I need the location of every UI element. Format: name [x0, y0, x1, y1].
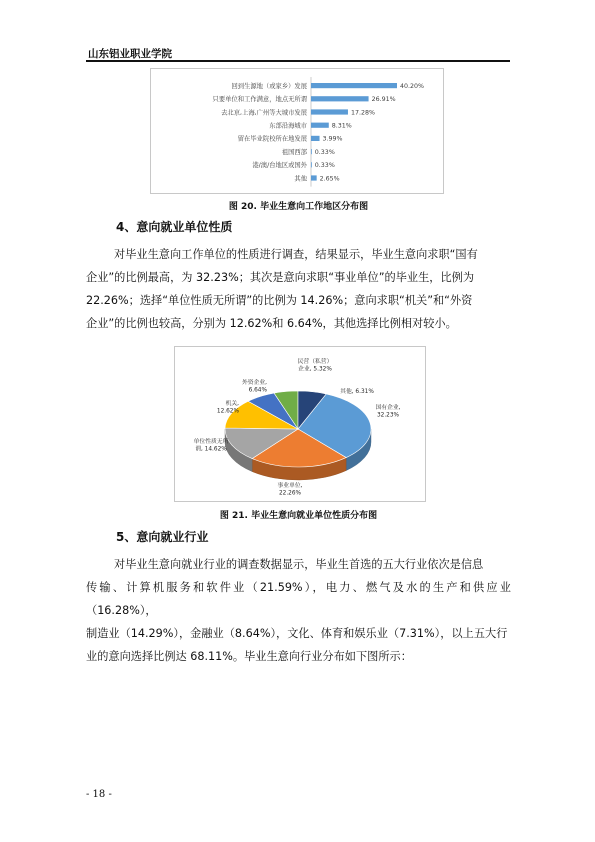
bar-category-label: 留在毕业院校所在地发展: [237, 135, 307, 143]
bar: [311, 162, 312, 167]
pie-label: 32.23%: [376, 412, 400, 419]
bar-category-label: 港/澳/台地区或国外: [252, 162, 307, 170]
bar: [311, 136, 320, 141]
section-5-heading: 5、意向就业行业: [116, 530, 209, 544]
section-4-line-4: 企业”的比例也较高，分别为 12.62%和 6.64%，其他选择比例相对较小。: [86, 317, 457, 330]
bar-value-label: 17.28%: [350, 109, 375, 117]
pie-label: 民营（私营）: [297, 359, 333, 365]
pie-chart: [175, 347, 425, 501]
bar: [311, 123, 329, 128]
section-5-line-2: 传输、计算机服务和软件业（21.59%），电力、燃气及水的生产和供应业（16.28%），: [86, 581, 511, 617]
section-4-paragraph: [86, 243, 511, 335]
bar-category-label: 回到生源地（或家乡）发展: [231, 82, 307, 90]
figure-21-frame: [174, 346, 426, 502]
bar: [311, 175, 317, 180]
bar-category-label: 去北京,上海,广州等大城市发展: [221, 109, 307, 117]
pie-label: 谓, 14.62%: [195, 446, 227, 453]
page-number: - 18 -: [86, 789, 112, 800]
bar: [311, 109, 348, 114]
section-4-line-3: 22.26%；选择“单位性质无所谓”的比例为 14.26%；意向求职“机关”和“外资: [86, 294, 473, 307]
section-4-line-1: 对毕业生意向工作单位的性质进行调查，结果显示，毕业生意向求职“国有: [114, 248, 478, 261]
bar-value-label: 3.99%: [322, 135, 343, 143]
section-4-line-2: 企业”的比例最高，为 32.23%；其次是意向求职“事业单位”的毕业生，比例为: [86, 271, 475, 284]
pie-label: 其他, 6.31%: [340, 389, 374, 395]
bar-value-label: 8.31%: [331, 122, 352, 130]
bar-chart: [151, 69, 443, 193]
bar-category-label: 其他: [294, 175, 307, 183]
section-4-heading: 4、意向就业单位性质: [116, 220, 233, 234]
bar: [311, 149, 312, 154]
pie-label: 机关,: [225, 401, 239, 407]
bar-value-label: 0.33%: [314, 162, 335, 170]
bar-value-label: 26.91%: [371, 96, 396, 104]
section-5-line-1: 对毕业生意向就业行业的调查数据显示，毕业生首选的五大行业依次是信息: [114, 558, 484, 571]
bar-value-label: 0.33%: [314, 148, 335, 156]
figure-20-caption: 图 20. 毕业生意向工作地区分布图: [228, 202, 369, 212]
pie-label: 22.26%: [278, 490, 302, 497]
pie-label: 外资企业,: [241, 380, 267, 386]
bar-value-label: 40.20%: [400, 82, 425, 90]
bar-value-label: 2.65%: [319, 175, 340, 183]
section-5-line-4: 业的意向选择比例达 68.11%。毕业生意向行业分布如下图所示：: [86, 650, 412, 663]
section-5-paragraph: [86, 553, 511, 668]
bar-category-label: 东部沿海城市: [269, 122, 307, 130]
header-rule: [86, 60, 510, 62]
figure-20-frame: [150, 68, 444, 194]
pie-label: 国有企业,: [375, 405, 401, 411]
pie-label: 企业, 5.32%: [298, 366, 332, 373]
pie-label: 6.64%: [248, 387, 267, 394]
pie-label: 12.62%: [216, 408, 239, 415]
figure-21-caption: 图 21. 毕业生意向就业单位性质分布图: [219, 511, 378, 521]
bar: [311, 83, 397, 88]
header-title: 山东铝业职业学院: [88, 48, 172, 60]
bar-category-label: 祖国西部: [281, 148, 307, 156]
bar: [311, 96, 369, 101]
pie-label: 单位性质无所: [193, 439, 229, 445]
pie-label: 事业单位,: [277, 483, 303, 489]
section-5-line-3: 制造业（14.29%），金融业（8.64%），文化、体育和娱乐业（7.31%），以上五大行: [86, 627, 508, 640]
bar-category-label: 只要单位和工作满意，地点无所谓: [212, 96, 307, 104]
